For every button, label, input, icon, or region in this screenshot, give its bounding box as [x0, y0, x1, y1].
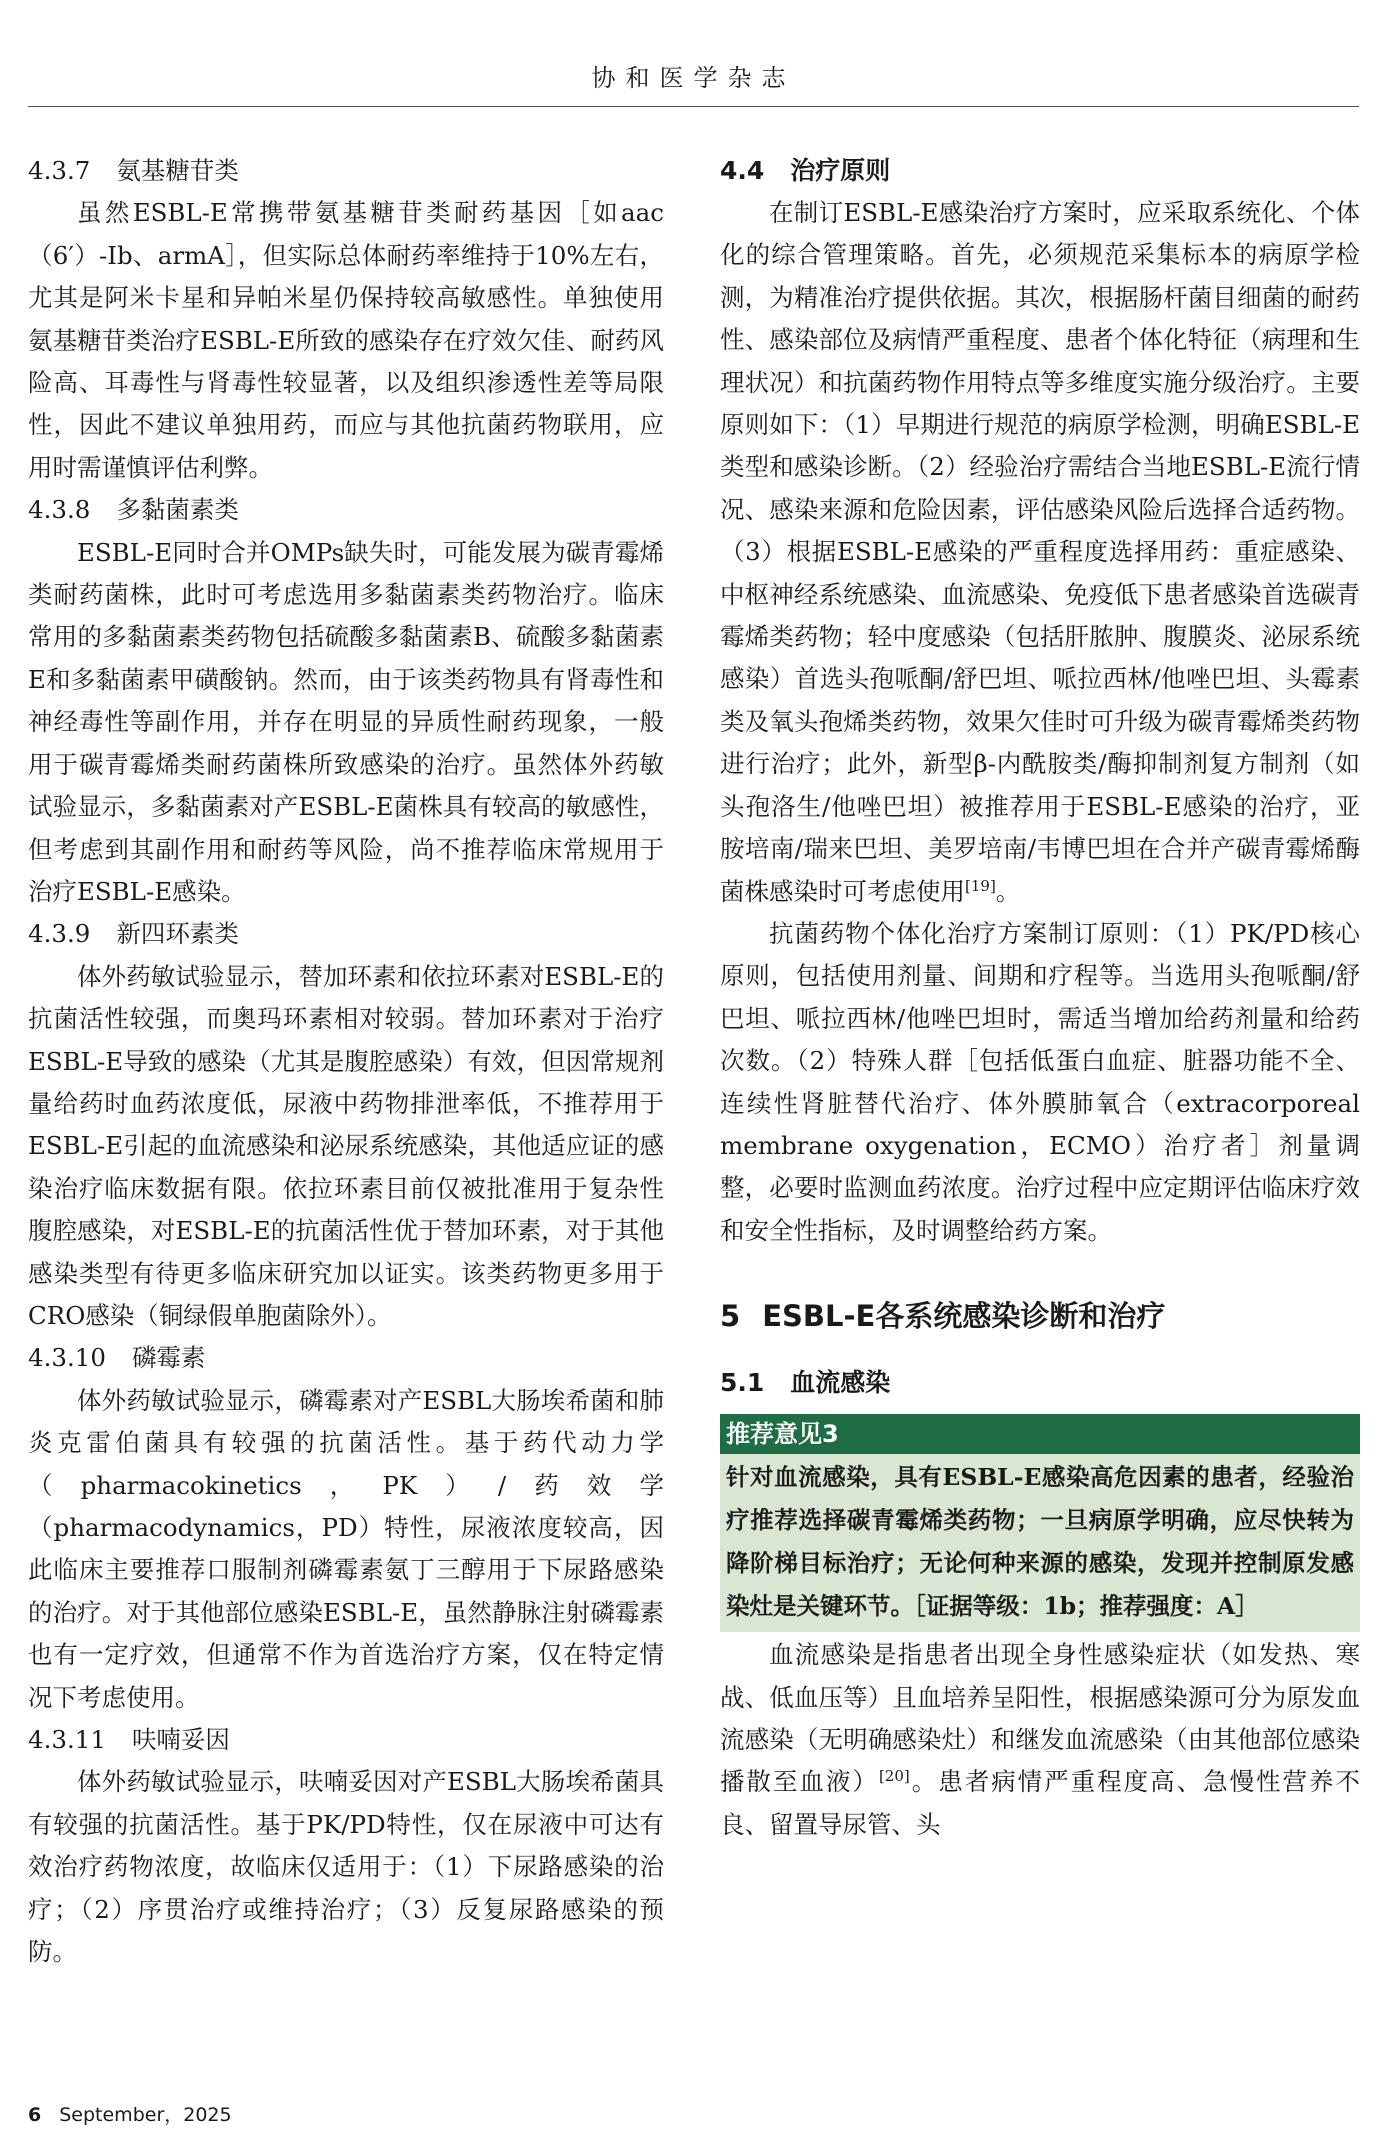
paragraph-tetracyclines: 体外药敏试验显示，替加环素和依拉环素对ESBL-E的抗菌活性较强，而奥玛环素相对较弱。替加环素对于治疗ESBL-E导致的感染（尤其是腹腔感染）有效，但因常规剂量给药时血药浓度低，尿液中药物排泄率低，不推荐用于ESBL-E引起的血流感染和泌尿系统感染，其他适应证的感染治疗临床数据有限。依拉环素目前仅被批准用于复杂性腹腔感染，对ESBL-E的抗菌活性优于替加环素，对于其他感染类型有待更多临床研究加以证实。该类药物更多用于CRO感染（铜绿假单胞菌除外）。	[28, 961, 664, 1330]
section-number: 4.3.8	[28, 495, 91, 525]
recommendation-title: 推荐意见3	[720, 1414, 1360, 1454]
paragraph-text: 血流感染是指患者出现全身性感染症状（如发热、寒战、低血压等）且血培养呈阳性，根据感染源可分为原发血流感染（无明确感染灶）和继发血流感染（由其他部位感染播散至血液）	[720, 1640, 1360, 1797]
section-heading-4-3-11	[28, 1719, 664, 1761]
issue-date: September，2025	[59, 2104, 232, 2126]
section-heading-4-4	[720, 150, 1360, 192]
recommendation-text: 针对血流感染，具有ESBL-E感染高危因素的患者，经验治疗推荐选择碳青霉烯类药物；一旦病原学明确，应尽快转为降阶梯目标治疗；无论何种来源的感染，发现并控制原发感染灶是关键环节。［证据等级：1b；推荐强度：A］	[726, 1463, 1354, 1621]
citation-ref: [19]	[965, 876, 996, 895]
recommendation-box	[720, 1414, 1360, 1632]
section-title: 多黏菌素类	[116, 495, 239, 525]
paragraph-aminoglycosides: 虽然ESBL-E常携带氨基糖苷类耐药基因［如aac（6′）-Ib、armA］，但实际总体耐药率维持于10%左右，尤其是阿米卡星和异帕米星仍保持较高敏感性。单独使用氨基糖苷类治疗ESBL-E所致的感染存在疗效欠佳、耐药风险高、耳毒性与肾毒性较显著，以及组织渗透性差等局限性，因此不建议单独用药，而应与其他抗菌药物联用，应用时需谨慎评估利弊。	[28, 198, 664, 482]
section-title: 血流感染	[790, 1368, 891, 1398]
section-number: 4.3.7	[28, 156, 91, 185]
paragraph-text: 在制订ESBL-E感染治疗方案时，应采取系统化、个体化的综合管理策略。首先，必须规范采集标本的病原学检测，为精准治疗提供依据。其次，根据肠杆菌目细菌的耐药性、感染部位及病情严重程度、患者个体化特征（病理和生理状况）和抗菌药物作用特点等多维度实施分级治疗。主要原则如下：（1）早期进行规范的病原学检测，明确ESBL-E类型和感染诊断。（2）经验治疗需结合当地ESBL-E流行情况、感染来源和危险因素，评估感染风险后选择合适药物。（3）根据ESBL-E感染的严重程度选择用药：重症感染、中枢神经系统感染、血流感染、免疫低下患者感染首选碳青霉烯类药物；轻中度感染（包括肝脓肿、腹膜炎、泌尿系统感染）首选头孢哌酮/舒巴坦、哌拉西林/他唑巴坦、头霉素类及氧头孢烯类药物，效果欠佳时可升级为碳青霉烯类药物进行治疗；此外，新型β-内酰胺类/酶抑制剂复方制剂（如头孢洛生/他唑巴坦）被推荐用于ESBL-E感染的治疗，亚胺培南/瑞来巴坦、美罗培南/韦博巴坦在合并产碳青霉烯酶菌株感染时可考虑使用	[720, 198, 1360, 906]
section-heading-5	[720, 1294, 1360, 1338]
paragraph-polymyxins: ESBL-E同时合并OMPs缺失时，可能发展为碳青霉烯类耐药菌株，此时可考虑选用多黏菌素类药物治疗。临床常用的多黏菌素类药物包括硫酸多黏菌素B、硫酸多黏菌素E和多黏菌素甲磺酸钠。然而，由于该类药物具有肾毒性和神经毒性等副作用，并存在明显的异质性耐药现象，一般用于碳青霉烯类耐药菌株所致感染的治疗。虽然体外药敏试验显示，多黏菌素对产ESBL-E菌株具有较高的敏感性，但考虑到其副作用和耐药等风险，尚不推荐临床常规用于治疗ESBL-E感染。	[28, 537, 664, 906]
section-heading-5-1	[720, 1362, 1360, 1404]
section-title: ESBL-E各系统感染诊断和治疗	[762, 1299, 1166, 1334]
section-heading-4-3-9	[28, 913, 664, 955]
citation-ref: [20]	[878, 1767, 910, 1786]
paragraph-treatment-principles	[720, 192, 1360, 913]
section-title: 新四环素类	[116, 919, 239, 949]
section-title: 氨基糖苷类	[116, 156, 239, 185]
section-number: 4.3.10	[28, 1343, 106, 1373]
paragraph-text-end: 。	[995, 876, 1021, 906]
section-number: 5	[720, 1299, 741, 1334]
paragraph-text-end: 。患者病情严重程度高、急慢性营养不良、留置导尿管、头	[720, 1767, 1361, 1839]
paragraph-fosfomycin: 体外药敏试验显示，磷霉素对产ESBL大肠埃希菌和肺炎克雷伯菌具有较强的抗菌活性。基于药代动力学（pharmacokinetics，PK）/药效学（pharmacodynamics，PD）特性，尿液浓度较高，因此临床主要推荐口服制剂磷霉素氨丁三醇用于下尿路感染的治疗。对于其他部位感染ESBL-E，虽然静脉注射磷霉素也有一定疗效，但通常不作为首选治疗方案，仅在特定情况下考虑使用。	[28, 1385, 664, 1712]
paragraph-individualized-principles: 抗菌药物个体化治疗方案制订原则：（1）PK/PD核心原则，包括使用剂量、间期和疗程等。当选用头孢哌酮/舒巴坦、哌拉西林/他唑巴坦时，需适当增加给药剂量和给药次数。（2）特殊人群［包括低蛋白血症、脏器功能不全、连续性肾脏替代治疗、体外膜肺氧合（extracorporeal membrane oxygenation，ECMO）治疗者］剂量调整，必要时监测血药浓度。治疗过程中应定期评估临床疗效和安全性指标，及时调整给药方案。	[720, 918, 1360, 1245]
section-heading-4-3-7	[28, 150, 664, 192]
section-title: 治疗原则	[790, 156, 891, 185]
left-column	[28, 150, 664, 1973]
journal-title: 协和医学杂志	[591, 64, 796, 92]
section-heading-4-3-8	[28, 489, 664, 531]
section-title: 呋喃妥因	[131, 1725, 230, 1755]
section-number: 4.4	[720, 156, 765, 185]
section-title: 磷霉素	[131, 1343, 206, 1373]
page-number: 6	[28, 2104, 42, 2126]
section-number: 5.1	[720, 1368, 765, 1398]
right-column	[720, 150, 1360, 1846]
running-header	[28, 56, 1359, 107]
section-number: 4.3.11	[28, 1725, 106, 1755]
section-number: 4.3.9	[28, 919, 91, 949]
page-footer	[28, 2100, 232, 2127]
paragraph-nitrofurantoin: 体外药敏试验显示，呋喃妥因对产ESBL大肠埃希菌具有较强的抗菌活性。基于PK/PD特性，仅在尿液中可达有效治疗药物浓度，故临床仅适用于：（1）下尿路感染的治疗；（2）序贯治疗或维持治疗；（3）反复尿路感染的预防。	[28, 1767, 664, 1967]
section-heading-4-3-10	[28, 1337, 664, 1379]
paragraph-bloodstream-infection	[720, 1634, 1360, 1846]
